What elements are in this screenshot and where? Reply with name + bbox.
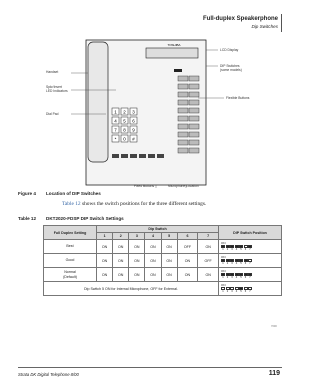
dip-switch-number: 3 xyxy=(231,290,233,294)
flexible-button xyxy=(189,116,199,121)
callout-dip-switches: DIP Switches (some models) xyxy=(220,64,242,72)
dip-switch-position xyxy=(219,282,282,296)
fixed-button xyxy=(157,154,164,158)
footer-rule xyxy=(18,367,282,368)
switch-value-cell: ON xyxy=(198,268,219,282)
flexible-button xyxy=(178,84,188,89)
dip-switch-number: 1 xyxy=(222,248,224,252)
dip-switch-number: 1 xyxy=(222,290,224,294)
dip-switch-table xyxy=(43,225,282,296)
switch-number-header: 4 xyxy=(145,233,161,240)
table-title: DKT2020-FDSP DIP Switch Settings xyxy=(46,216,124,221)
switch-number-header: 3 xyxy=(129,233,145,240)
dip-switch-number: 4 xyxy=(235,262,238,266)
table-row xyxy=(44,240,282,254)
table-id: 7000 xyxy=(271,325,277,328)
dip-switch-number: 6 xyxy=(244,262,247,266)
row-setting-label: Best xyxy=(44,240,97,254)
dip-switch-number: 6 xyxy=(244,276,247,280)
flexible-button xyxy=(178,148,188,153)
flexible-button xyxy=(178,116,188,121)
switch-number-header: 2 xyxy=(113,233,129,240)
dip-switch-number: 2 xyxy=(226,290,229,294)
keypad-key-label: # xyxy=(132,136,135,142)
switch-value-cell: ON xyxy=(145,240,161,254)
switch-value-cell: ON xyxy=(97,240,113,254)
switch-value-cell: ON xyxy=(97,254,113,268)
switch-value-cell: ON xyxy=(97,268,113,282)
dip-switch-number: 2 xyxy=(226,276,229,280)
dip-switch-number: 5 xyxy=(240,276,242,280)
flexible-button xyxy=(189,100,199,105)
keypad-key-label: 9 xyxy=(132,127,135,133)
dip-switch-number: 5 xyxy=(240,262,242,266)
telephone-illustration xyxy=(46,38,278,188)
phone-brand: TOSHIBA xyxy=(167,43,181,47)
switch-value-cell: ON xyxy=(113,240,129,254)
keypad-key-label: 1 xyxy=(114,109,117,115)
dip-switch-number: 3 xyxy=(231,276,233,280)
switch-value-cell: ON xyxy=(113,268,129,282)
keypad-key-label: 0 xyxy=(123,136,126,142)
dip-on-label: ON xyxy=(221,268,226,273)
dip-switch-number: 2 xyxy=(226,262,229,266)
keypad-key-label: 5 xyxy=(123,118,126,124)
dip-switch-position xyxy=(219,240,282,254)
flexible-button xyxy=(178,100,188,105)
figure-title: Location of DIP Switches xyxy=(46,191,101,196)
running-header-title: Full-duplex Speakerphone xyxy=(202,16,278,22)
flexible-button xyxy=(189,76,199,81)
page-number: 119 xyxy=(268,370,280,377)
switch-number-header: 6 xyxy=(177,233,198,240)
callout-microphone: Microphone Location xyxy=(168,184,199,188)
switch-value-cell: ON xyxy=(113,254,129,268)
switch-number-header: 1 xyxy=(97,233,113,240)
flexible-button xyxy=(178,76,188,81)
switch-value-cell: ON xyxy=(145,254,161,268)
switch-number-header: 7 xyxy=(198,233,219,240)
lcd-display-shape xyxy=(146,48,198,58)
callout-flexible-buttons: Flexible Buttons xyxy=(226,96,250,100)
flexible-button xyxy=(178,108,188,113)
switch-value-cell: ON xyxy=(161,240,177,254)
switch-value-cell: ON xyxy=(129,268,145,282)
switch-value-cell: OFF xyxy=(177,240,198,254)
dip-switch-number: 1 xyxy=(222,262,224,266)
fixed-button xyxy=(112,154,119,158)
switch-value-cell: ON xyxy=(129,240,145,254)
dip-switch-number: 7 xyxy=(249,276,251,280)
table-reference-link[interactable]: Table 12 xyxy=(62,201,81,207)
flexible-button xyxy=(189,124,199,129)
table-row xyxy=(44,254,282,268)
dip-switch-number: 7 xyxy=(249,248,251,252)
switch-value-cell: ON xyxy=(161,268,177,282)
table-row xyxy=(44,268,282,282)
switch-value-cell: ON xyxy=(145,268,161,282)
callout-lcd: LCD Display xyxy=(220,48,239,52)
dip-switch-number: 3 xyxy=(231,262,233,266)
dip-switch-number: 5 xyxy=(240,290,242,294)
figure-caption xyxy=(18,191,101,196)
dip-switch-number: 7 xyxy=(249,262,251,266)
callout-handset: Handset xyxy=(46,70,59,74)
header-dip-switch: Dip Switch xyxy=(97,226,219,233)
note-row xyxy=(44,282,282,296)
table-number: Table 12 xyxy=(18,216,37,221)
dip-switch-block xyxy=(174,69,182,72)
dip-switch-number: 6 xyxy=(244,290,247,294)
dip-on-label: ON xyxy=(221,240,226,245)
row-setting-label: Normal (Default) xyxy=(44,268,97,282)
dip-on-label: ON xyxy=(221,282,226,287)
keypad-key-label: 7 xyxy=(114,127,117,133)
keypad-key-label: 2 xyxy=(123,109,126,115)
keypad-key-label: 4 xyxy=(114,118,117,124)
keypad-key-label: 8 xyxy=(123,127,126,133)
figure-number: Figure 4 xyxy=(18,191,36,196)
dip-switch-number: 3 xyxy=(231,248,233,252)
fixed-button xyxy=(121,154,128,158)
flexible-button xyxy=(189,92,199,97)
fixed-button xyxy=(148,154,155,158)
flexible-button xyxy=(178,140,188,145)
dip-switch-position xyxy=(219,268,282,282)
dip-switch-number: 1 xyxy=(222,276,224,280)
keypad-key-label: 6 xyxy=(132,118,135,124)
callout-fixed-buttons: Fixed Buttons xyxy=(134,184,155,188)
switch-value-cell: ON xyxy=(161,254,177,268)
body-paragraph xyxy=(62,201,206,207)
header-rule xyxy=(281,14,282,32)
keypad-key-label: * xyxy=(114,136,117,142)
dip-switch-number: 2 xyxy=(226,248,229,252)
body-sentence: shows the switch positions for the three different settings. xyxy=(80,201,207,207)
dip-switch-number: 4 xyxy=(235,290,238,294)
handset-shape xyxy=(88,42,108,162)
flexible-button xyxy=(178,124,188,129)
switch-value-cell: OFF xyxy=(198,254,219,268)
fixed-button xyxy=(130,154,137,158)
switch-value-cell: ON xyxy=(177,254,198,268)
dip-on-label: ON xyxy=(221,254,226,259)
table-note: Dip Switch 5 ON for Internal Microphone, OFF for External. xyxy=(44,282,219,296)
dip-switch-number: 6 xyxy=(244,248,247,252)
flexible-button xyxy=(189,140,199,145)
switch-value-cell: ON xyxy=(129,254,145,268)
fixed-button xyxy=(139,154,146,158)
switch-value-cell: ON xyxy=(177,268,198,282)
callout-dial-pad: Dial Pad xyxy=(46,112,59,116)
switch-number-header: 5 xyxy=(161,233,177,240)
flexible-button xyxy=(189,84,199,89)
flexible-button xyxy=(189,108,199,113)
header-setting: Full Duplex Setting xyxy=(44,226,97,240)
header-position: DIP Switch Position xyxy=(219,226,282,240)
flexible-button xyxy=(189,132,199,137)
flexible-button xyxy=(178,132,188,137)
flexible-button xyxy=(178,92,188,97)
dip-switch-number: 7 xyxy=(249,290,251,294)
dip-switch-position xyxy=(219,254,282,268)
switch-value-cell: ON xyxy=(198,240,219,254)
footer-doc-title: Strata DK Digital Telephone 8/00 xyxy=(18,372,79,377)
flexible-button xyxy=(189,148,199,153)
dip-switch-number: 4 xyxy=(235,248,238,252)
table-caption xyxy=(18,216,124,221)
keypad-key-label: 3 xyxy=(132,109,135,115)
callout-spkr-led: Spkr/Invert LED Indicators xyxy=(46,85,68,93)
telephone-figure xyxy=(46,38,278,188)
dip-switch-number: 4 xyxy=(235,276,238,280)
running-header-subtitle: Dip Switches xyxy=(251,24,278,29)
row-setting-label: Good xyxy=(44,254,97,268)
dip-switch-number: 5 xyxy=(240,248,242,252)
